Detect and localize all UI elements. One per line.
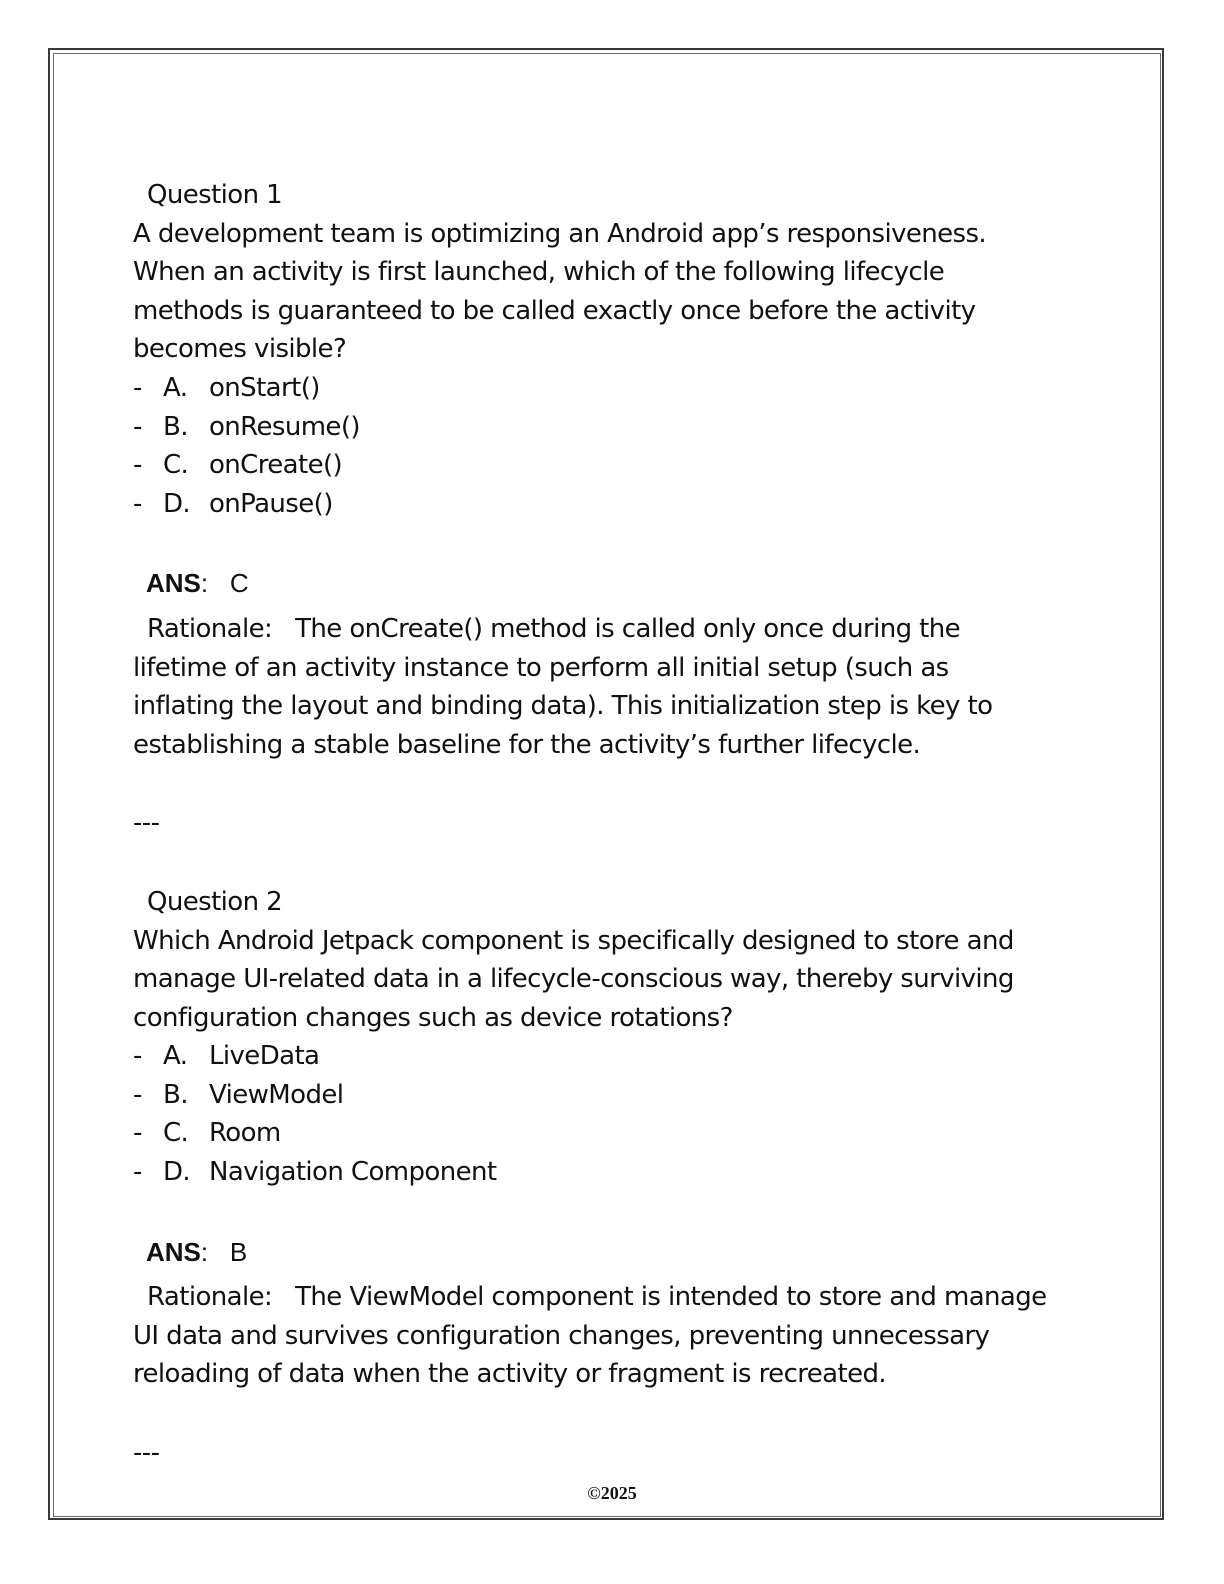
option-text: onPause() [209,488,333,519]
answer-option [133,1037,1093,1076]
option-dash: - [133,1079,142,1110]
question-title: Question 2 [147,886,283,917]
option-letter: C. [163,1118,189,1149]
question-stem-line: manage UI-related data in a lifecycle-conscious way, thereby surviving [133,964,1014,995]
option-text: onResume() [209,411,360,442]
option-letter: D. [163,1157,191,1188]
rationale-line: reloading of data when the activity or fragment is recreated. [133,1359,887,1390]
option-text: onStart() [209,372,320,403]
answer-option [133,408,1093,447]
section-separator: --- [133,1438,160,1469]
option-letter: B. [163,1079,188,1110]
option-dash: - [133,411,142,442]
option-dash: - [133,1118,142,1149]
answer-option [133,369,1093,408]
option-dash: - [133,450,142,481]
option-letter: A. [163,1041,188,1072]
answer-line: ANS: B [146,1236,248,1267]
section-separator: --- [133,808,160,839]
rationale-line: UI data and survives configuration changes, preventing unnecessary [133,1320,990,1351]
answer-label: ANS [146,1236,201,1267]
question-stem-line: Which Android Jetpack component is specifically designed to store and [133,925,1014,956]
question-stem-line: A development team is optimizing an Android app’s responsiveness. [133,218,987,249]
option-text: Navigation Component [209,1157,497,1188]
option-letter: B. [163,411,188,442]
document-body [133,176,1093,1473]
option-text: Room [209,1118,281,1149]
question-stem-line: When an activity is first launched, which of the following lifecycle [133,257,945,288]
answer-option [133,1076,1093,1115]
answer-option [133,485,1093,524]
page-footer-copyright: ©2025 [587,1483,637,1503]
option-letter: D. [163,488,191,519]
option-dash: - [133,372,142,403]
option-dash: - [133,488,142,519]
rationale-line: lifetime of an activity instance to perform all initial setup (such as [133,652,949,683]
question-stem-line: becomes visible? [133,334,347,365]
question-stem-line: methods is guaranteed to be called exactly once before the activity [133,295,976,326]
rationale-line: establishing a stable baseline for the activity’s further lifecycle. [133,729,921,760]
question-title: Question 1 [147,180,283,210]
question-block [133,883,1093,1473]
rationale-line: Rationale: The ViewModel component is intended to store and manage [147,1282,1047,1313]
option-text: ViewModel [209,1079,344,1110]
question-stem-line: configuration changes such as device rotations? [133,1002,733,1033]
rationale-line: inflating the layout and binding data). This initialization step is key to [133,691,993,722]
answer-option [133,1153,1093,1192]
option-letter: A. [163,372,188,403]
question-block [133,176,1093,843]
answer-label: ANS [146,568,201,599]
answer-value: B [229,1236,248,1267]
answer-line: ANS: C [146,568,249,599]
answer-value: C [229,568,249,599]
option-dash: - [133,1041,142,1072]
answer-option [133,1114,1093,1153]
option-text: LiveData [209,1041,320,1072]
option-dash: - [133,1157,142,1188]
option-letter: C. [163,450,189,481]
rationale [133,1278,1093,1394]
rationale-line: Rationale: The onCreate() method is called only once during the [147,613,961,644]
rationale [133,610,1093,764]
answer-option [133,446,1093,485]
option-text: onCreate() [209,450,343,481]
